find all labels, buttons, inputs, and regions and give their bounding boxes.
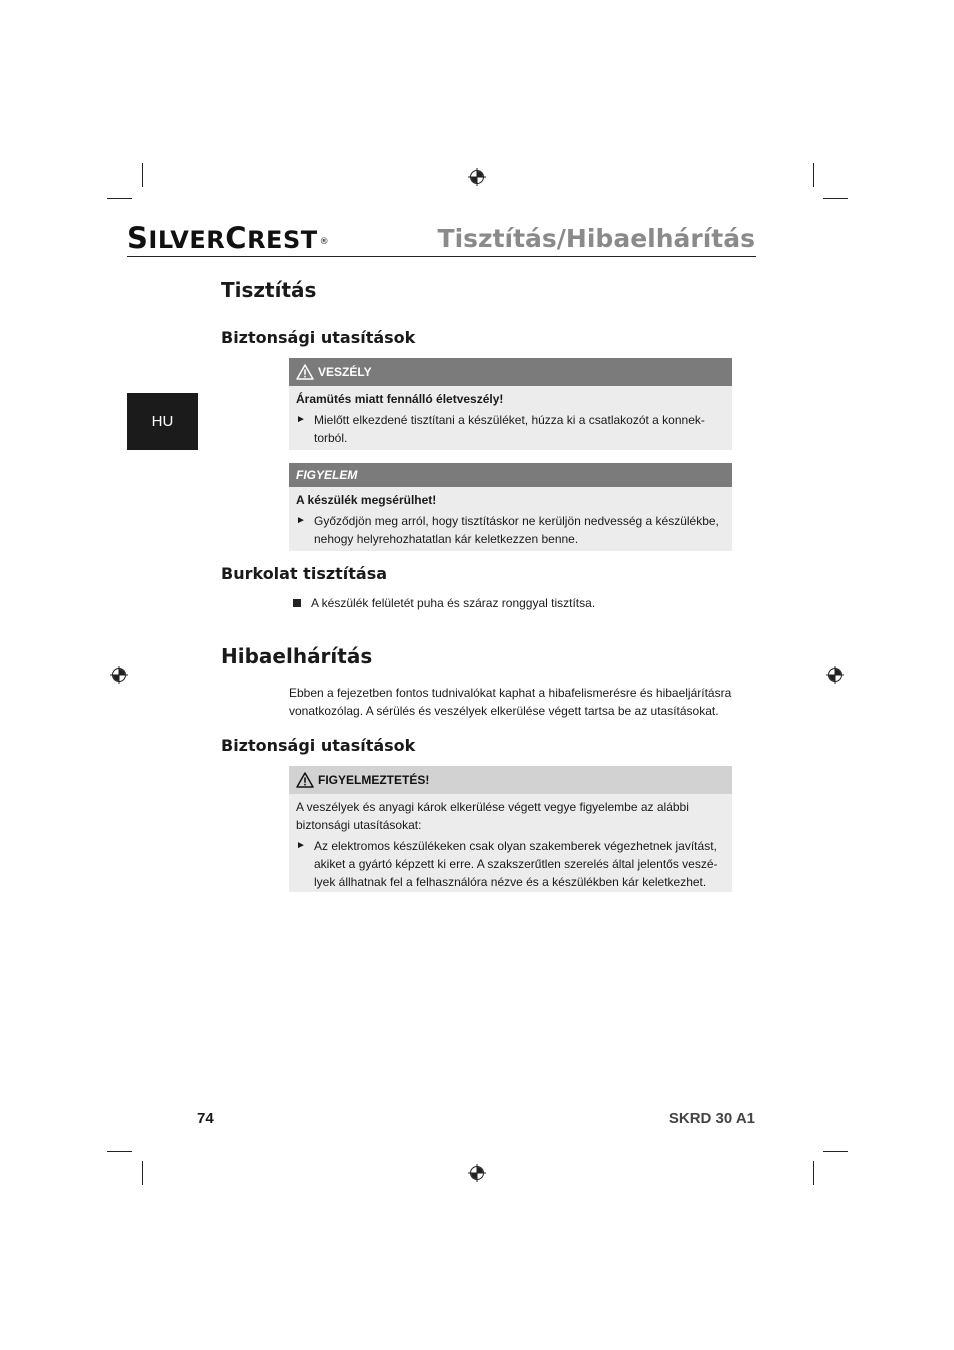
page-title: Tisztítás/Hibaelhárítás [437,224,755,253]
square-bullet-icon [293,599,301,607]
list-item [296,411,725,447]
header-rule [127,256,756,257]
crop-mark [823,1151,848,1152]
registration-mark-icon [110,666,128,684]
danger-box-header [289,358,732,386]
model-number: SKRD 30 A1 [668,1110,755,1127]
crop-mark [813,1161,814,1185]
caution-label: FIGYELEM [296,468,358,482]
subheading-safety-2: Biztonsági utasítások [221,736,416,755]
danger-label: VESZÉLY [318,365,372,379]
crop-mark [142,163,143,187]
danger-item-text: Mielőtt elkezdené tisztítani a készüléket, húzza ki a csatlakozót a konnek- torból. [314,413,705,445]
crop-mark [142,1161,143,1185]
housing-item: A készülék felületét puha és száraz ronggyal tisztítsa. [293,594,595,612]
registration-mark-icon [826,666,844,684]
caution-title: A készülék megsérülhet! [296,493,437,507]
arrow-bullet-icon: ► [296,515,306,526]
list-item [296,837,725,891]
danger-title: Áramütés miatt fennálló életveszély! [296,392,504,406]
crop-mark [107,198,132,199]
arrow-bullet-icon: ► [296,840,306,851]
page-number: 74 [197,1110,214,1127]
section-heading-cleaning: Tisztítás [221,278,317,302]
warning-item-text: Az elektromos készülékeken csak olyan szakemberek végezhetnek javítást, akiket a gyártó képzett ki erre. A szakszerűtlen szerelés által jelentős veszé- lyek állhatnak fel a felhasználóra nézve és a készülékben kár keletkezhet. [314,839,718,889]
crop-mark [107,1151,132,1152]
crop-mark [813,163,814,187]
caution-box-header [289,463,732,487]
subheading-safety: Biztonsági utasítások [221,328,416,347]
caution-item-text: Győződjön meg arról, hogy tisztításkor ne kerüljön nedvesség a készülékbe, nehogy helyrehozhatatlan kár keletkezzen benne. [314,514,719,546]
warning-box [289,766,732,892]
subheading-housing: Burkolat tisztítása [221,564,388,583]
warning-label: FIGYELMEZTETÉS! [318,773,430,787]
crop-mark [823,198,848,199]
list-item [296,512,725,548]
warning-box-header [289,766,732,794]
warning-triangle-icon [296,772,314,788]
warning-text: A veszélyek és anyagi károk elkerülése végett vegye figyelembe az alábbi biztonsági utasításokat: [296,800,689,832]
arrow-bullet-icon: ► [296,414,306,425]
danger-box [289,358,732,450]
brand-logo: SILVERCREST ® [127,221,330,255]
troubleshooting-intro: Ebben a fejezetben fontos tudnivalókat kaphat a hibafelismerésre és hibaeljárításra vonatkozólag. A sérülés és veszélyek elkerülése végett tartsa be az utasításokat. [289,686,732,718]
section-heading-troubleshooting: Hibaelhárítás [221,644,373,668]
registration-mark-icon [468,168,486,186]
language-tab: HU [127,393,198,450]
caution-box [289,463,732,551]
registration-mark-icon [468,1164,486,1182]
warning-triangle-icon [296,364,314,380]
